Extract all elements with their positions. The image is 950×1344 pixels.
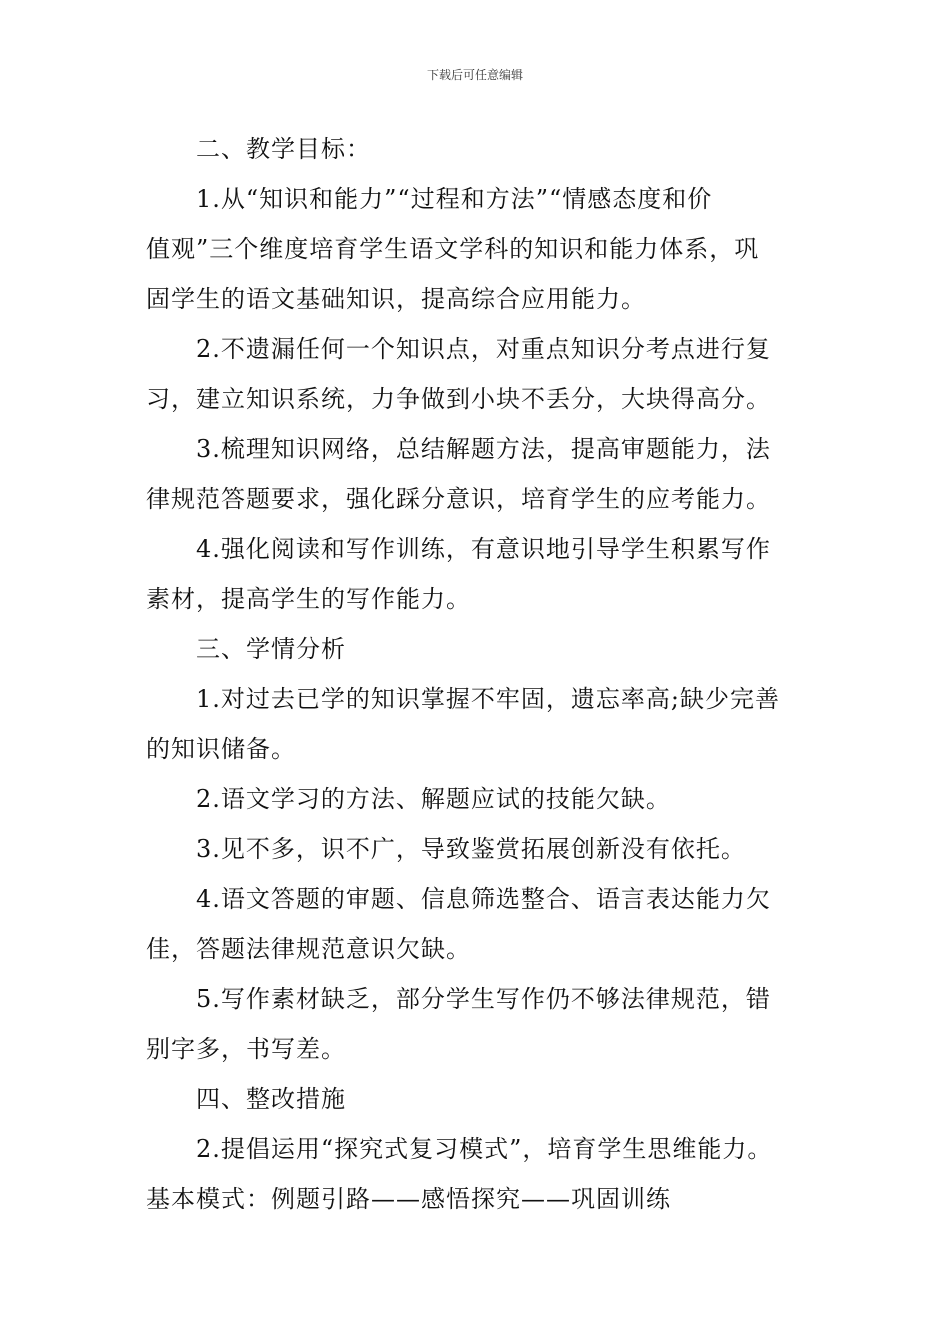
text-line: 别字多，书写差。 — [146, 1035, 346, 1063]
text-line: 固学生的语文基础知识，提高综合应用能力。 — [146, 285, 646, 313]
text-line: 3.梳理知识网络，总结解题方法，提高审题能力，法 — [196, 435, 771, 463]
text-line: 1.对过去已学的知识掌握不牢固，遗忘率高;缺少完善 — [196, 685, 780, 713]
text-line: 基本模式：例题引路——感悟探究——巩固训练 — [146, 1185, 671, 1213]
text-line: 值观”三个维度培育学生语文学科的知识和能力体系，巩 — [146, 235, 760, 263]
text-line: 4.强化阅读和写作训练，有意识地引导学生积累写作 — [196, 535, 771, 563]
text-line: 二、教学目标： — [196, 135, 371, 163]
text-line: 2.不遗漏任何一个知识点，对重点知识分考点进行复 — [196, 335, 771, 363]
text-line: 的知识储备。 — [146, 735, 296, 763]
text-line: 3.见不多，识不广，导致鉴赏拓展创新没有依托。 — [196, 835, 746, 863]
text-line: 习，建立知识系统，力争做到小块不丢分，大块得高分。 — [146, 385, 771, 413]
text-line: 1.从“知识和能力”“过程和方法”“情感态度和价 — [196, 185, 713, 213]
header-note: 下载后可任意编辑 — [426, 68, 523, 82]
text-line: 四、整改措施 — [196, 1085, 346, 1113]
text-line: 4.语文答题的审题、信息筛选整合、语言表达能力欠 — [196, 885, 771, 913]
document-body — [146, 124, 826, 1224]
text-line: 2.语文学习的方法、解题应试的技能欠缺。 — [196, 785, 671, 813]
text-line: 三、学情分析 — [196, 635, 346, 663]
text-line: 素材，提高学生的写作能力。 — [146, 585, 471, 613]
text-line: 2.提倡运用“探究式复习模式”，培育学生思维能力。 — [196, 1135, 773, 1163]
text-line: 5.写作素材缺乏，部分学生写作仍不够法律规范，错 — [196, 985, 771, 1013]
text-line: 佳，答题法律规范意识欠缺。 — [146, 935, 471, 963]
text-line: 律规范答题要求，强化踩分意识，培育学生的应考能力。 — [146, 485, 771, 513]
